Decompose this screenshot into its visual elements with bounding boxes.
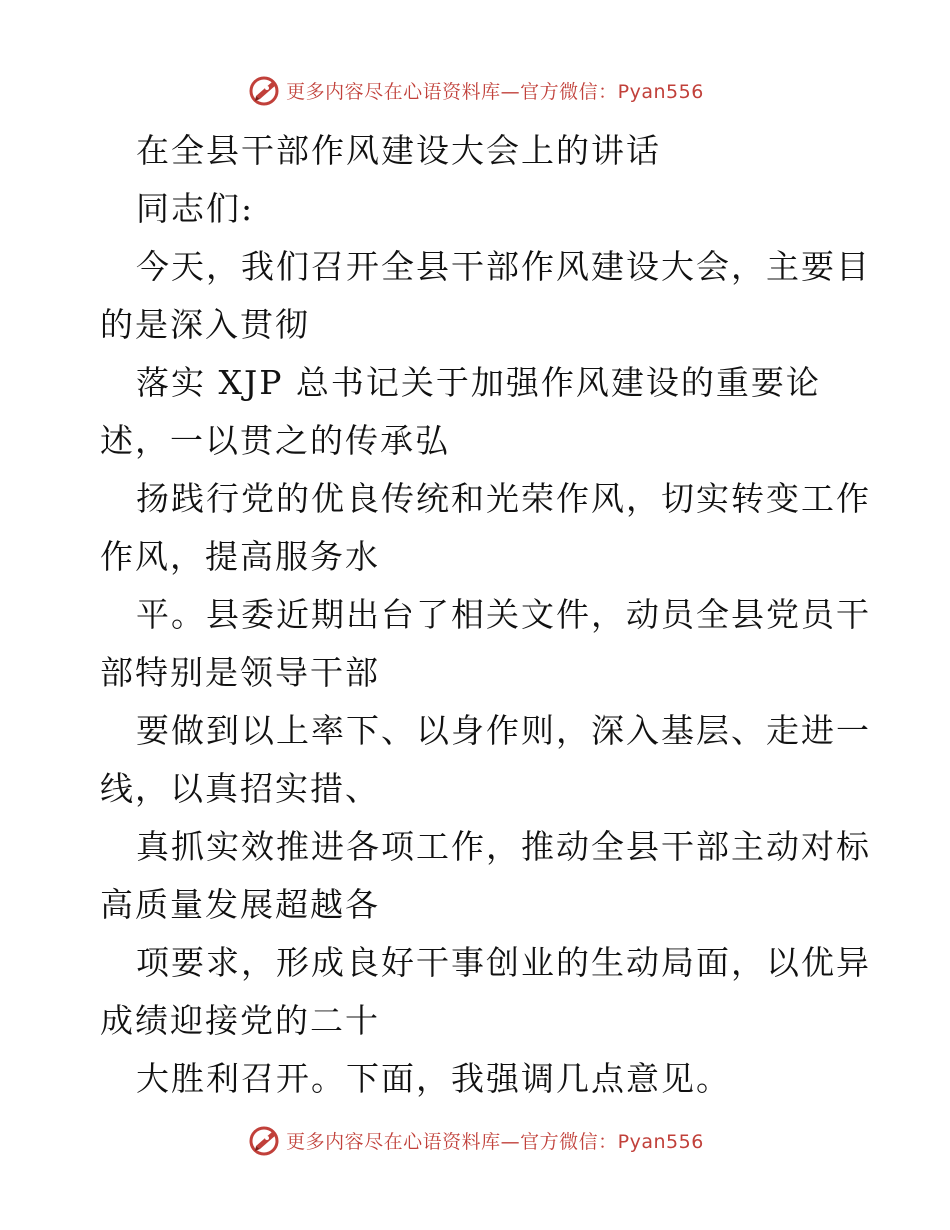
paragraph-line: 今天，我们召开全县干部作风建设大会，主要目 <box>136 247 871 286</box>
paragraph-line: 成绩迎接党的二十 <box>100 1001 380 1040</box>
paragraph-line: 作风，提高服务水 <box>100 537 380 576</box>
pen-logo-icon <box>246 1122 282 1158</box>
banner-text: 更多内容尽在心语资料库—官方微信：Pyan556 <box>286 80 704 103</box>
banner-text: 更多内容尽在心语资料库—官方微信：Pyan556 <box>286 1130 704 1153</box>
paragraph-line: 落实 XJP 总书记关于加强作风建设的重要论 <box>136 363 821 402</box>
paragraph-line: 线，以真招实措、 <box>100 769 380 808</box>
footer-banner <box>0 1120 950 1160</box>
salutation: 同志们: <box>136 189 255 228</box>
paragraph-line: 要做到以上率下、以身作则，深入基层、走进一 <box>136 711 871 750</box>
paragraph-line: 扬践行党的优良传统和光荣作风，切实转变工作 <box>136 479 871 518</box>
paragraph-line: 部特别是领导干部 <box>100 653 380 692</box>
paragraph-line: 真抓实效推进各项工作，推动全县干部主动对标 <box>136 827 871 866</box>
document-title: 在全县干部作风建设大会上的讲话 <box>136 131 661 170</box>
paragraph-line: 述，一以贯之的传承弘 <box>100 421 450 460</box>
document-body <box>100 122 871 1108</box>
pen-logo-icon <box>246 72 282 108</box>
header-banner <box>0 70 950 110</box>
paragraph-line: 项要求，形成良好干事创业的生动局面，以优异 <box>136 943 871 982</box>
paragraph-line: 的是深入贯彻 <box>100 305 310 344</box>
paragraph-line: 大胜利召开。下面，我强调几点意见。 <box>136 1059 731 1098</box>
paragraph-line: 高质量发展超越各 <box>100 885 380 924</box>
paragraph-line: 平。县委近期出台了相关文件，动员全县党员干 <box>136 595 871 634</box>
